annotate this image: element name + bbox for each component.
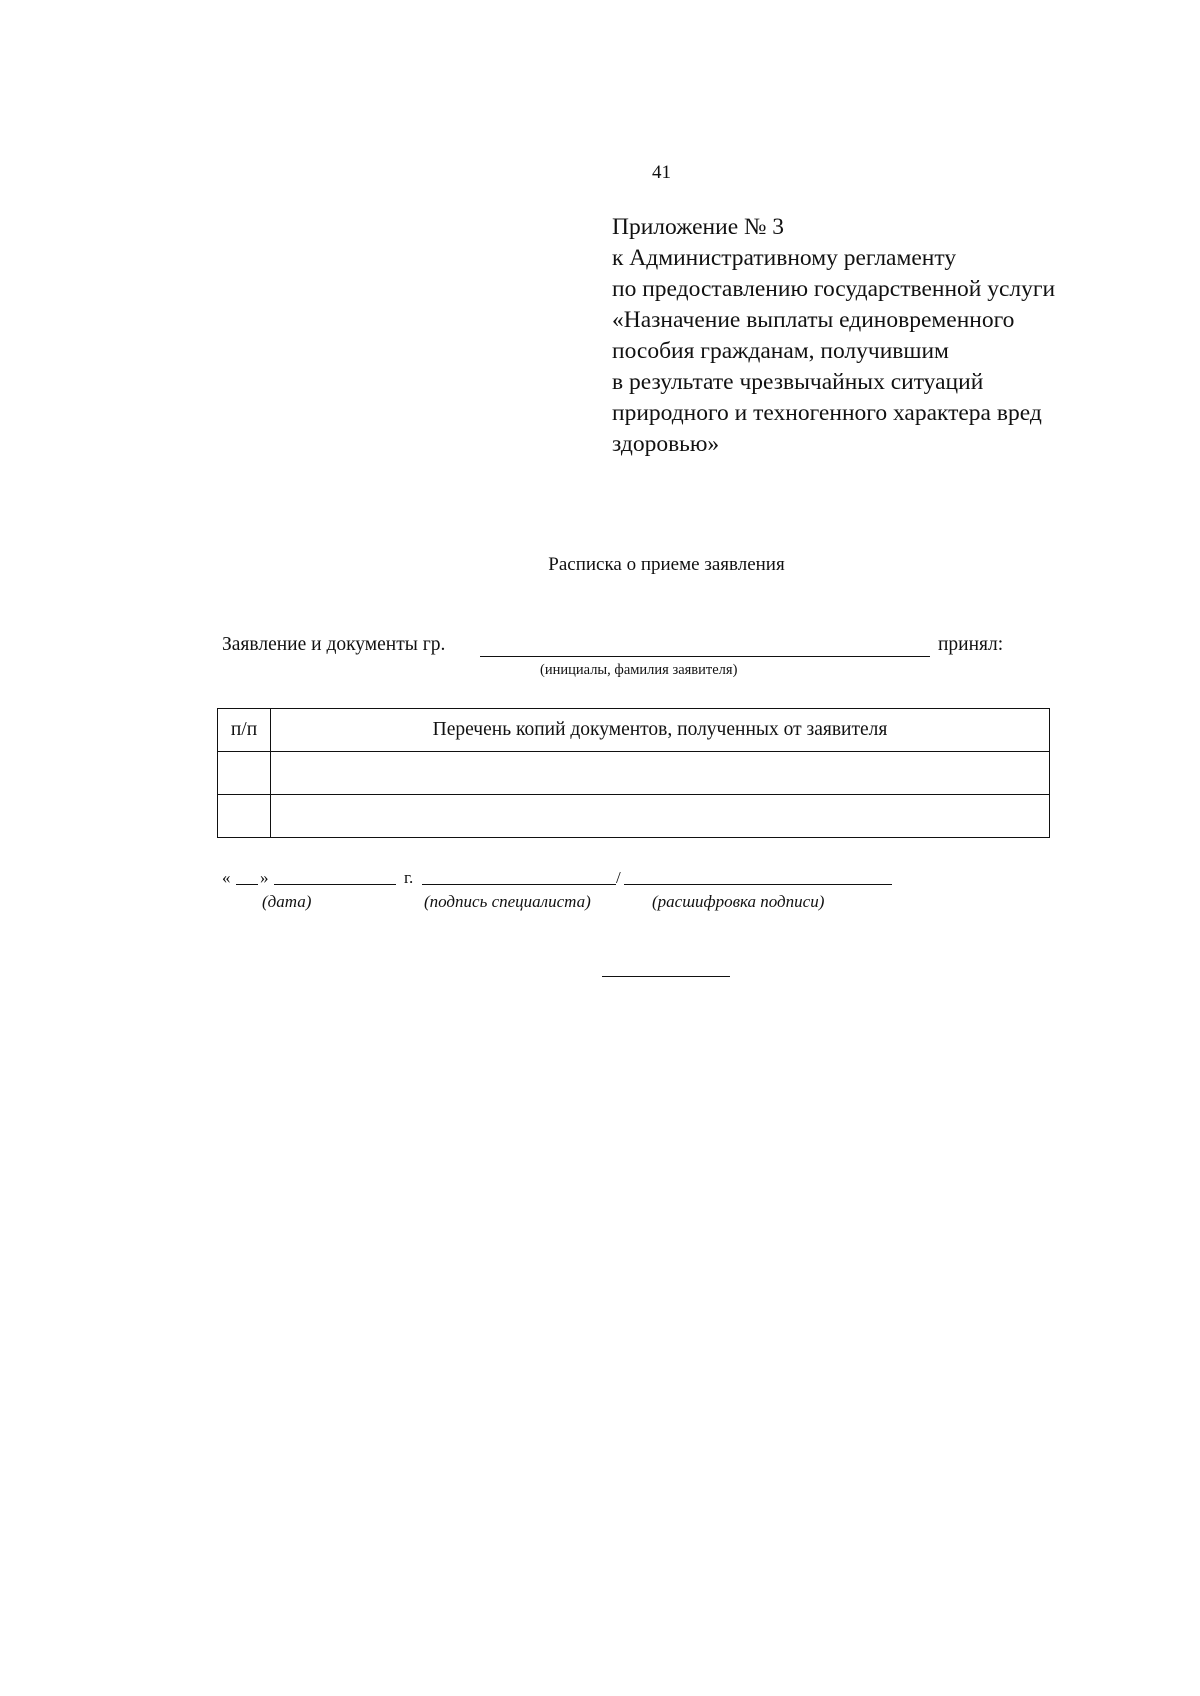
applicant-caption: (инициалы, фамилия заявителя) — [540, 662, 738, 678]
table-row — [218, 752, 1050, 795]
receipt-title: Расписка о приеме заявления — [548, 554, 785, 575]
table-cell-document[interactable] — [271, 752, 1050, 795]
slash-separator: / — [616, 868, 621, 887]
appendix-line: природного и техногенного характера вред — [612, 400, 1042, 426]
specialist-signature-caption: (подпись специалиста) — [424, 892, 591, 911]
appendix-header — [612, 212, 1172, 460]
day-field[interactable] — [236, 884, 258, 885]
page-number: 41 — [652, 162, 671, 183]
year-suffix: г. — [404, 868, 414, 887]
documents-table — [217, 708, 1050, 838]
appendix-line: Приложение № 3 — [612, 214, 785, 240]
table-cell-document[interactable] — [271, 795, 1050, 838]
table-row — [218, 795, 1050, 838]
date-caption: (дата) — [262, 892, 312, 911]
appendix-line: здоровью» — [612, 431, 720, 457]
accepted-label: принял: — [938, 634, 1004, 655]
appendix-line: к Административному регламенту — [612, 245, 957, 271]
applicant-name-field[interactable] — [480, 656, 930, 657]
signature-decoding-caption: (расшифровка подписи) — [652, 892, 825, 911]
signature-decoding-field[interactable] — [624, 884, 892, 885]
table-cell-number[interactable] — [218, 795, 271, 838]
quote-close: » — [260, 868, 269, 887]
table-header-row — [218, 709, 1050, 752]
month-field[interactable] — [274, 884, 396, 885]
appendix-line: в результате чрезвычайных ситуаций — [612, 369, 984, 395]
end-divider — [602, 976, 730, 977]
table-cell-number[interactable] — [218, 752, 271, 795]
signature-captions — [222, 892, 902, 916]
header-document-list: Перечень копий документов, полученных от заявителя — [271, 709, 1050, 752]
quote-open: « — [222, 868, 231, 887]
applicant-label: Заявление и документы гр. — [222, 634, 446, 655]
appendix-line: по предоставлению государственной услуги — [612, 276, 1056, 302]
specialist-signature-field[interactable] — [422, 884, 616, 885]
appendix-line: пособия гражданам, получившим — [612, 338, 949, 364]
header-number: п/п — [218, 709, 271, 752]
appendix-line: «Назначение выплаты единовременного — [612, 307, 1015, 333]
